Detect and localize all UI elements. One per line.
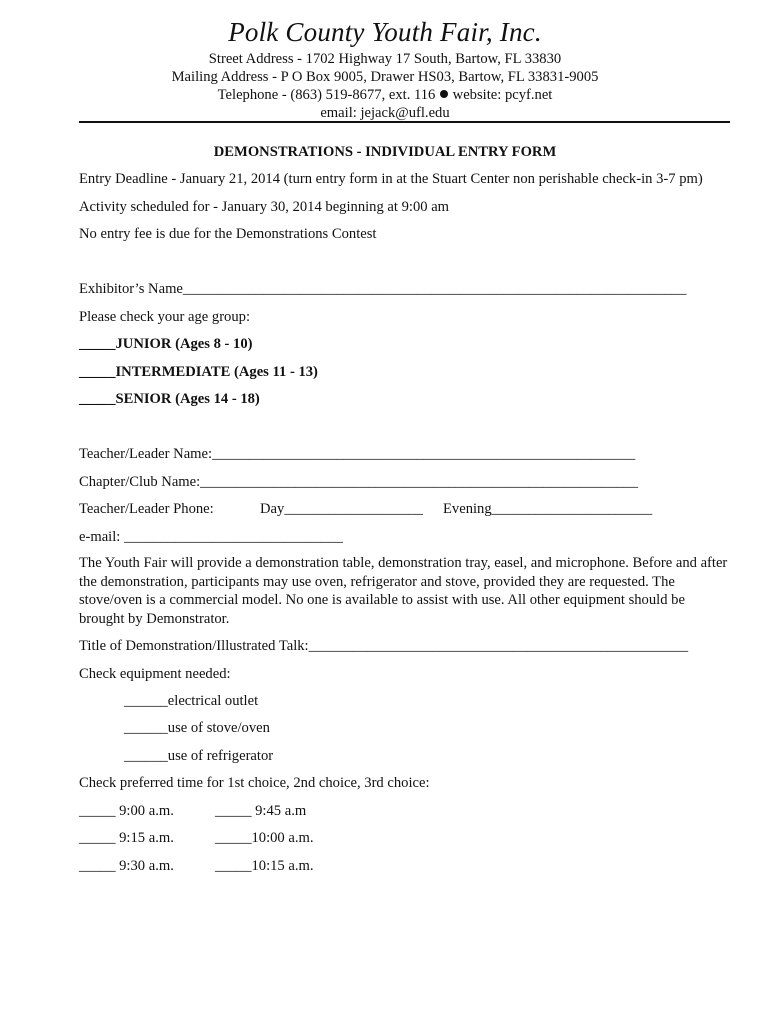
contact-email: email: jejack@ufl.edu (320, 105, 450, 121)
website: website: pcyf.net (452, 87, 553, 103)
entry-deadline: Entry Deadline - January 21, 2014 (turn entry form in at the Stuart Center non perishable check-in 3-7 pm) (79, 171, 703, 187)
bullet-icon (440, 90, 448, 98)
equipment-refrigerator-checkbox[interactable]: ______use of refrigerator (124, 748, 274, 764)
equipment-outlet-checkbox[interactable]: ______electrical outlet (124, 693, 259, 709)
demonstration-title-field[interactable]: Title of Demonstration/Illustrated Talk:____________________________________________________ (79, 638, 689, 654)
time-slot-930[interactable]: _____ 9:30 a.m. (79, 858, 174, 874)
teacher-phone-label: Teacher/Leader Phone: (79, 501, 214, 517)
age-intermediate-checkbox[interactable]: _____INTERMEDIATE (Ages 11 - 13) (79, 364, 318, 380)
age-senior-checkbox[interactable]: _____SENIOR (Ages 14 - 18) (79, 391, 260, 407)
age-junior-checkbox[interactable]: _____JUNIOR (Ages 8 - 10) (79, 336, 253, 352)
equipment-stove-checkbox[interactable]: ______use of stove/oven (124, 720, 270, 736)
street-address: Street Address - 1702 Highway 17 South, Bartow, FL 33830 (208, 51, 562, 67)
time-slot-1015[interactable]: _____10:15 a.m. (215, 858, 314, 874)
activity-schedule: Activity scheduled for - January 30, 2014 beginning at 9:00 am (79, 199, 450, 215)
mailing-address: Mailing Address - P O Box 9005, Drawer HS03, Bartow, FL 33831-9005 (171, 69, 599, 85)
chapter-name-field[interactable]: Chapter/Club Name:____________________________________________________________ (79, 474, 638, 490)
phone-day-field[interactable]: Day___________________ (260, 501, 423, 517)
time-slot-945[interactable]: _____ 9:45 a.m (215, 803, 307, 819)
organization-title: Polk County Youth Fair, Inc. (228, 17, 542, 47)
header-divider (79, 121, 730, 123)
equipment-prompt: Check equipment needed: (79, 666, 231, 682)
time-slot-915[interactable]: _____ 9:15 a.m. (79, 830, 174, 846)
telephone: Telephone - (863) 519-8677, ext. 116 (217, 87, 436, 103)
time-preference-prompt: Check preferred time for 1st choice, 2nd choice, 3rd choice: (79, 775, 430, 791)
time-slot-900[interactable]: _____ 9:00 a.m. (79, 803, 174, 819)
teacher-name-field[interactable]: Teacher/Leader Name:__________________________________________________________ (79, 446, 636, 462)
contact-line (0, 88, 770, 103)
form-heading: DEMONSTRATIONS - INDIVIDUAL ENTRY FORM (213, 144, 557, 160)
age-group-prompt: Please check your age group: (79, 309, 251, 325)
time-slot-1000[interactable]: _____10:00 a.m. (215, 830, 314, 846)
equipment-provisions-paragraph: The Youth Fair will provide a demonstration table, demonstration tray, easel, and microphone. Before and after the demonstration, participants may use oven, refrigerator and stove, provided they are requested. The stove/oven is a commercial model. No one is available to assist with use. All other equipment should be brought by Demonstrator. (79, 555, 728, 627)
phone-evening-field[interactable]: Evening______________________ (443, 501, 653, 517)
entry-fee-note: No entry fee is due for the Demonstrations Contest (79, 226, 377, 242)
exhibitor-name-field[interactable]: Exhibitor’s Name_____________________________________________________________________ (79, 281, 687, 297)
email-field[interactable]: e-mail: ______________________________ (79, 529, 343, 545)
